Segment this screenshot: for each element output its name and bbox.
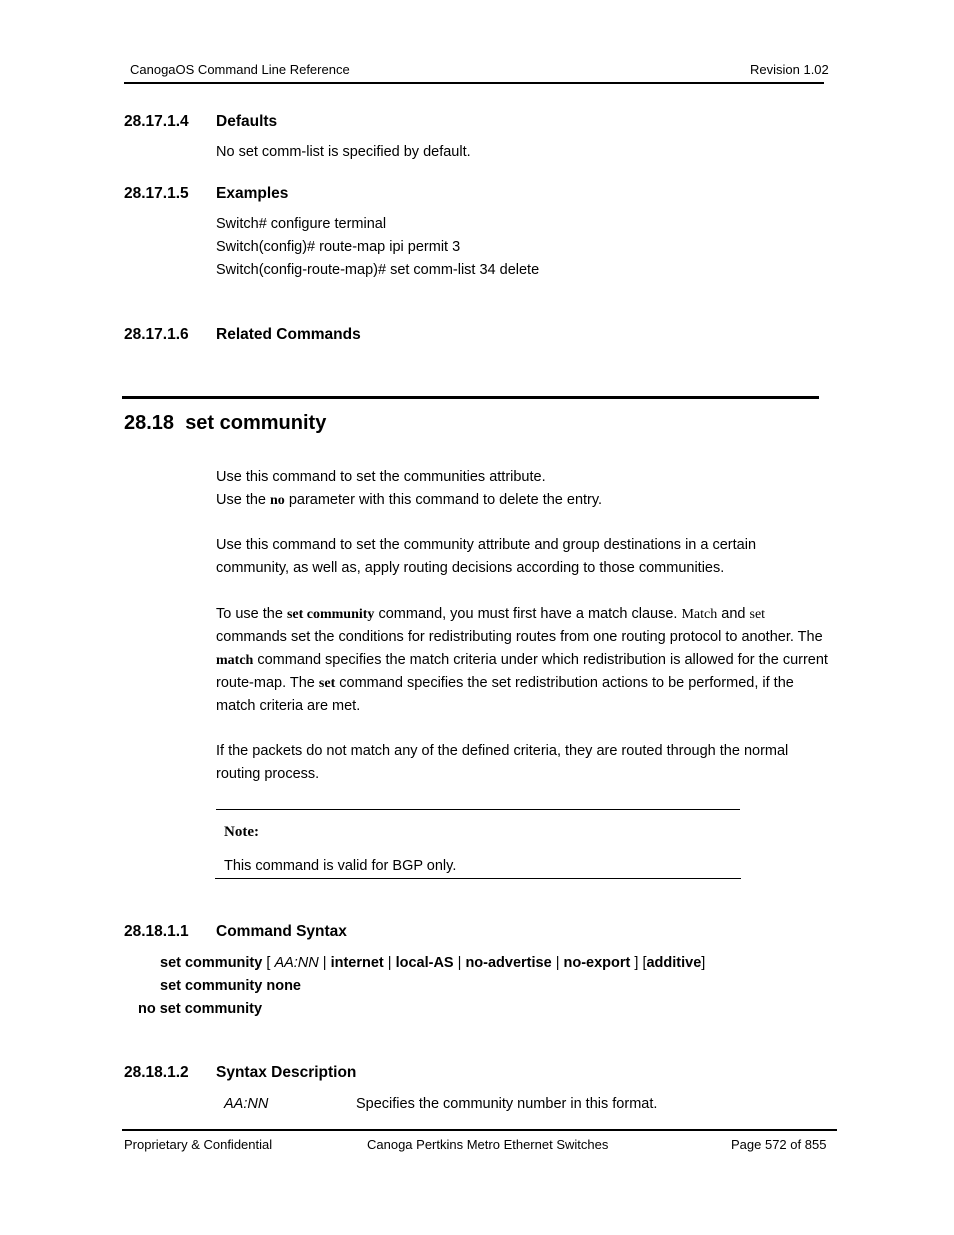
sep: [ xyxy=(262,955,275,971)
examples-heading xyxy=(124,185,524,205)
syntax-line-3: no set community xyxy=(138,1001,263,1017)
defaults-title: Defaults xyxy=(216,113,278,130)
intro-text: parameter with this command to delete the entry. xyxy=(284,492,603,508)
section-heading xyxy=(124,412,326,435)
defaults-text: No set comm-list is specified by default. xyxy=(216,144,471,160)
sep: ] xyxy=(701,955,706,971)
text: To use the xyxy=(216,606,287,622)
header-revision: Revision 1.02 xyxy=(750,62,829,77)
syntax-line-2: set community none xyxy=(160,978,301,994)
kw: local-AS xyxy=(395,955,454,971)
note-text: This command is valid for BGP only. xyxy=(224,858,457,874)
sep: | xyxy=(551,955,564,971)
footer-left: Proprietary & Confidential xyxy=(124,1137,273,1152)
intro-text: Use the xyxy=(216,492,270,508)
note-label: Note: xyxy=(224,824,259,840)
syntax-desc-heading xyxy=(124,1064,524,1084)
cmd: set community xyxy=(160,955,263,971)
related-title: Related Commands xyxy=(216,326,361,343)
text: commands set the conditions for redistributing routes from one routing protocol to another. The xyxy=(216,629,823,645)
kw: internet xyxy=(330,955,384,971)
set-community-keyword: set community xyxy=(286,607,375,622)
text: and xyxy=(717,606,750,622)
defaults-heading xyxy=(124,113,524,133)
examples-number: 28.17.1.5 xyxy=(124,185,189,202)
syntax-desc-number: 28.18.1.2 xyxy=(124,1064,189,1081)
footer-rule xyxy=(122,1129,837,1131)
set-keyword: set xyxy=(749,607,766,622)
note-top-rule xyxy=(216,809,740,810)
intro-line-2 xyxy=(216,489,836,512)
footer-page: Page 572 of 855 xyxy=(731,1137,827,1152)
match-keyword: match xyxy=(216,653,254,668)
section-title: set community xyxy=(185,412,327,434)
param: AA:NN xyxy=(274,955,319,971)
routing-paragraph: If the packets do not match any of the defined criteria, they are routed through the normal routing process. xyxy=(216,743,789,782)
text: command specifies the set redistribution actions to be performed, if the match criteria are met. xyxy=(216,675,794,714)
section-rule xyxy=(122,396,819,399)
intro-line-1: Use this command to set the communities attribute. xyxy=(216,469,546,485)
sep: | xyxy=(318,955,331,971)
examples-title: Examples xyxy=(216,185,289,202)
note-bottom-rule xyxy=(215,878,741,879)
related-number: 28.17.1.6 xyxy=(124,326,189,343)
defaults-number: 28.17.1.4 xyxy=(124,113,189,130)
sep: ] [ xyxy=(630,955,647,971)
sep: | xyxy=(453,955,466,971)
syntax-number: 28.18.1.1 xyxy=(124,923,189,940)
syntax-desc-text: Specifies the community number in this format. xyxy=(356,1096,658,1112)
related-heading xyxy=(124,326,524,346)
kw: additive xyxy=(646,955,702,971)
example-line: Switch(config)# route-map ipi permit 3 xyxy=(216,239,461,255)
section-number: 28.18 xyxy=(124,412,175,434)
header-rule xyxy=(124,82,824,84)
syntax-title: Command Syntax xyxy=(216,923,347,940)
description-paragraph: Use this command to set the community attribute and group destinations in a certain community, as well as, apply routing decisions according to those communities. xyxy=(216,537,757,576)
set-keyword: set xyxy=(318,676,336,691)
example-line: Switch# configure terminal xyxy=(216,216,387,232)
sep: | xyxy=(383,955,396,971)
usage-paragraph xyxy=(216,603,836,718)
kw: no-advertise xyxy=(465,955,552,971)
no-keyword: no xyxy=(270,493,285,508)
example-line: Switch(config-route-map)# set comm-list 34 delete xyxy=(216,262,540,278)
footer-center: Canoga Pertkins Metro Ethernet Switches xyxy=(367,1137,609,1152)
text: command specifies the match criteria under which redistribution is allowed for the current route-map. The xyxy=(216,652,828,691)
syntax-desc-param: AA:NN xyxy=(224,1096,269,1112)
text: command, you must first have a match clause. xyxy=(374,606,682,622)
match-keyword: Match xyxy=(681,607,718,622)
kw: no-export xyxy=(563,955,631,971)
header-title: CanogaOS Command Line Reference xyxy=(130,62,350,77)
syntax-line-1 xyxy=(160,955,705,971)
syntax-heading xyxy=(124,923,524,943)
syntax-desc-title: Syntax Description xyxy=(216,1064,357,1081)
